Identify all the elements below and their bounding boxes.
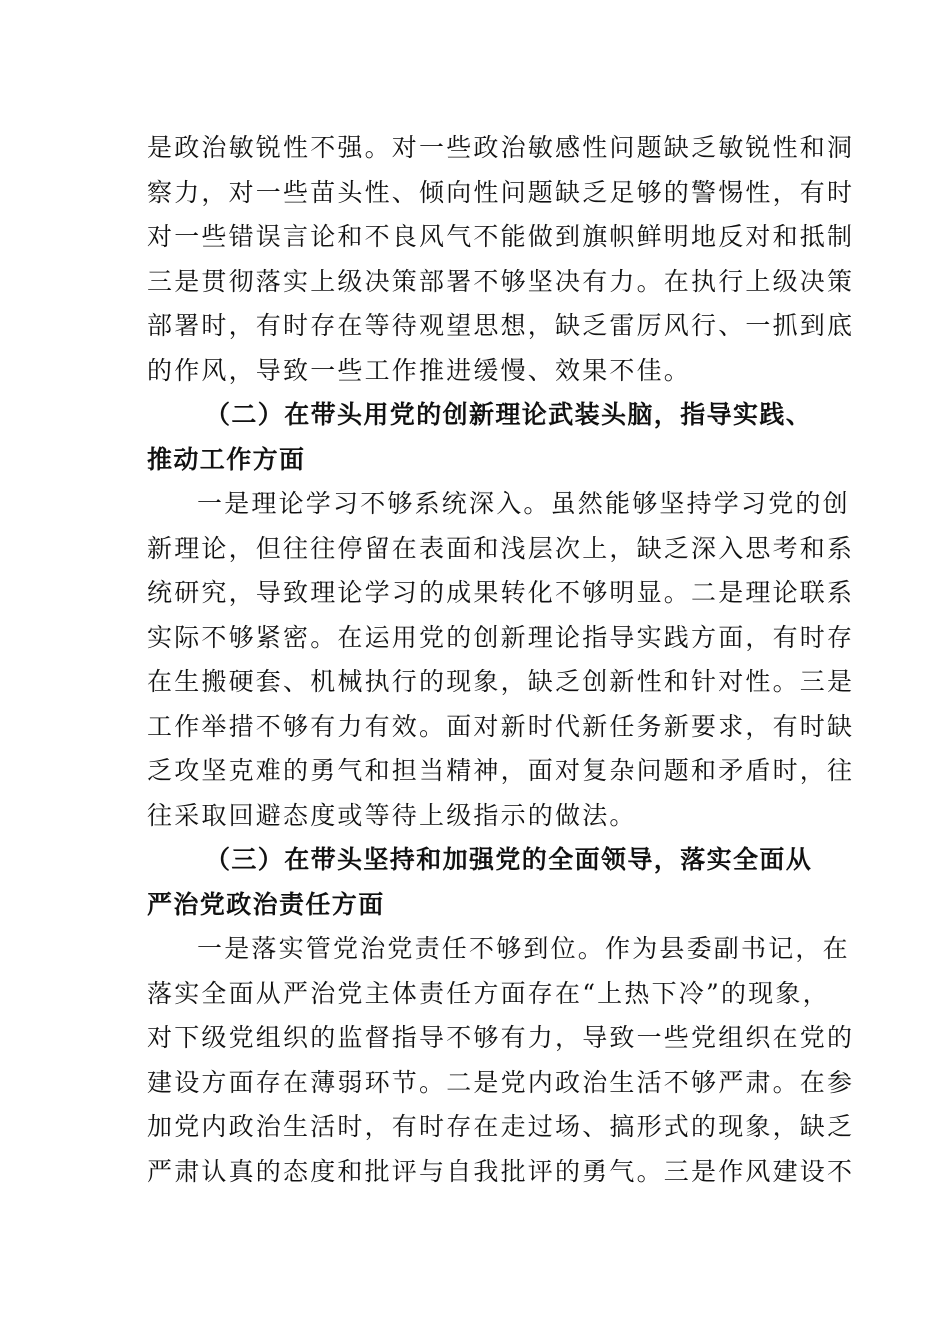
document-body <box>147 126 855 1194</box>
text-line: 严肃认真的态度和批评与自我批评的勇气。三是作风建设不 <box>147 1156 855 1186</box>
text-line: 对下级党组织的监督指导不够有力，导致一些党组织在党的 <box>147 1023 855 1052</box>
text-line: 实际不够紧密。在运用党的创新理论指导实践方面，有时存 <box>147 622 855 652</box>
text-line: 在生搬硬套、机械执行的现象，缺乏创新性和针对性。三是 <box>147 667 855 696</box>
text-line: 往采取回避态度或等待上级指示的做法。 <box>147 800 637 830</box>
paragraph-first-line: 一是落实管党治党责任不够到位。作为县委副书记，在 <box>197 934 850 963</box>
section-heading-line: 严治党政治责任方面 <box>147 889 385 919</box>
text-line: 新理论，但往往停留在表面和浅层次上，缺乏深入思考和系 <box>147 533 855 563</box>
text-line: 统研究，导致理论学习的成果转化不够明显。二是理论联系 <box>147 578 855 607</box>
text-line: 对一些错误言论和不良风气不能做到旗帜鲜明地反对和抵制 <box>147 222 855 251</box>
text-line: 工作举措不够有力有效。面对新时代新任务新要求，有时缺 <box>147 711 855 741</box>
text-line: 加党内政治生活时，有时存在走过场、搞形式的现象，缺乏 <box>147 1112 855 1141</box>
paragraph-first-line: 一是理论学习不够系统深入。虽然能够坚持学习党的创 <box>197 489 850 518</box>
text-line: 的作风，导致一些工作推进缓慢、效果不佳。 <box>147 355 692 385</box>
section-heading-line: （三）在带头坚持和加强党的全面领导，落实全面从 <box>205 845 813 874</box>
section-heading-line: 推动工作方面 <box>147 444 306 474</box>
text-line: 乏攻坚克难的勇气和担当精神，面对复杂问题和矛盾时，往 <box>147 756 855 785</box>
text-line: 察力，对一些苗头性、倾向性问题缺乏足够的警惕性，有时 <box>147 177 855 207</box>
text-line: 部署时，有时存在等待观望思想，缺乏雷厉风行、一抓到底 <box>147 311 855 340</box>
section-heading-line: （二）在带头用党的创新理论武装头脑，指导实践、 <box>205 400 813 429</box>
text-line: 落实全面从严治党主体责任方面存在“上热下冷”的现象， <box>147 978 830 1008</box>
text-line: 三是贯彻落实上级决策部署不够坚决有力。在执行上级决策 <box>147 266 855 296</box>
text-line: 是政治敏锐性不强。对一些政治敏感性问题缺乏敏锐性和洞 <box>147 133 855 162</box>
text-line: 建设方面存在薄弱环节。二是党内政治生活不够严肃。在参 <box>147 1067 855 1097</box>
